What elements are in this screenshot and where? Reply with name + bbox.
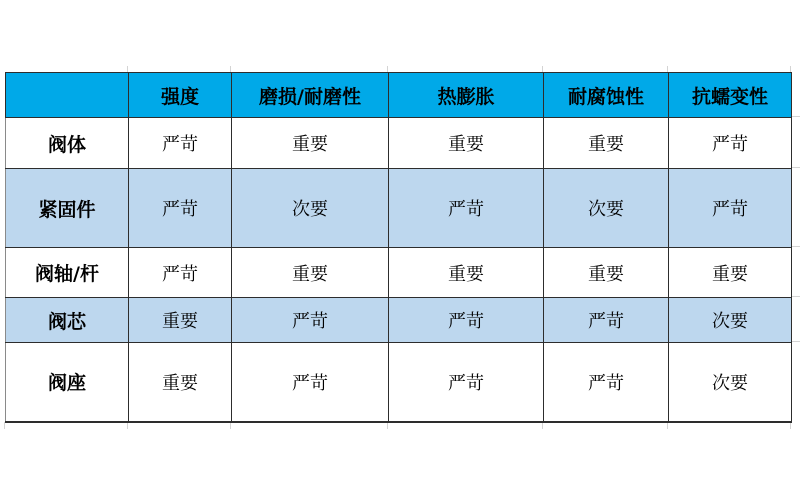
material-requirements-table — [5, 72, 792, 423]
table-cell[interactable]: 次要 — [669, 343, 792, 422]
table-cell[interactable]: 严苛 — [129, 118, 232, 169]
table-cell[interactable]: 严苛 — [669, 118, 792, 169]
table-cell[interactable]: 重要 — [389, 118, 544, 169]
table-cell[interactable]: 重要 — [544, 248, 669, 298]
row-label-fasteners[interactable]: 紧固件 — [6, 169, 129, 248]
table-cell[interactable]: 重要 — [129, 343, 232, 422]
gridline-stub — [791, 246, 800, 247]
column-header-creep-resistance[interactable]: 抗蠕变性 — [669, 73, 792, 118]
gridline-stub — [127, 422, 128, 429]
gridline-stub — [791, 341, 800, 342]
table-row-valve-stem — [6, 248, 792, 298]
gridline-stub — [790, 422, 791, 429]
row-label-valve-seat[interactable]: 阀座 — [6, 343, 129, 422]
table-cell[interactable]: 严苛 — [389, 298, 544, 343]
column-header-wear-resistance[interactable]: 磨损/耐磨性 — [232, 73, 389, 118]
table-cell[interactable]: 严苛 — [389, 169, 544, 248]
table-cell[interactable]: 严苛 — [544, 298, 669, 343]
row-label-valve-stem[interactable]: 阀轴/杆 — [6, 248, 129, 298]
table-cell[interactable]: 严苛 — [544, 343, 669, 422]
table-cell[interactable]: 次要 — [232, 169, 389, 248]
table-cell[interactable]: 重要 — [232, 248, 389, 298]
table-cell[interactable]: 重要 — [389, 248, 544, 298]
column-header-corrosion-resistance[interactable]: 耐腐蚀性 — [544, 73, 669, 118]
table-row-valve-core — [6, 298, 792, 343]
gridline-stub — [4, 422, 5, 429]
table-row-valve-body — [6, 118, 792, 169]
table-cell[interactable]: 严苛 — [232, 343, 389, 422]
table-cell[interactable]: 重要 — [129, 298, 232, 343]
table-cell[interactable]: 严苛 — [129, 169, 232, 248]
table-cell[interactable]: 严苛 — [669, 169, 792, 248]
table-cell[interactable]: 严苛 — [129, 248, 232, 298]
gridline-stub — [791, 167, 800, 168]
table-row-valve-seat — [6, 343, 792, 422]
corner-header-cell[interactable] — [6, 73, 129, 118]
table-cell[interactable]: 严苛 — [232, 298, 389, 343]
gridline-stub — [230, 422, 231, 429]
gridline-stub — [667, 422, 668, 429]
gridline-stub — [791, 116, 800, 117]
table-cell[interactable]: 重要 — [544, 118, 669, 169]
gridline-stub — [542, 422, 543, 429]
table-row-fasteners — [6, 169, 792, 248]
column-header-strength[interactable]: 强度 — [129, 73, 232, 118]
row-label-valve-body[interactable]: 阀体 — [6, 118, 129, 169]
table-cell[interactable]: 次要 — [669, 298, 792, 343]
column-header-thermal-expansion[interactable]: 热膨胀 — [389, 73, 544, 118]
gridline-stub — [387, 422, 388, 429]
table-cell[interactable]: 次要 — [544, 169, 669, 248]
row-label-valve-core[interactable]: 阀芯 — [6, 298, 129, 343]
gridline-stub — [791, 296, 800, 297]
table-cell[interactable]: 重要 — [669, 248, 792, 298]
table-cell[interactable]: 严苛 — [389, 343, 544, 422]
table-cell[interactable]: 重要 — [232, 118, 389, 169]
header-row — [6, 73, 792, 118]
